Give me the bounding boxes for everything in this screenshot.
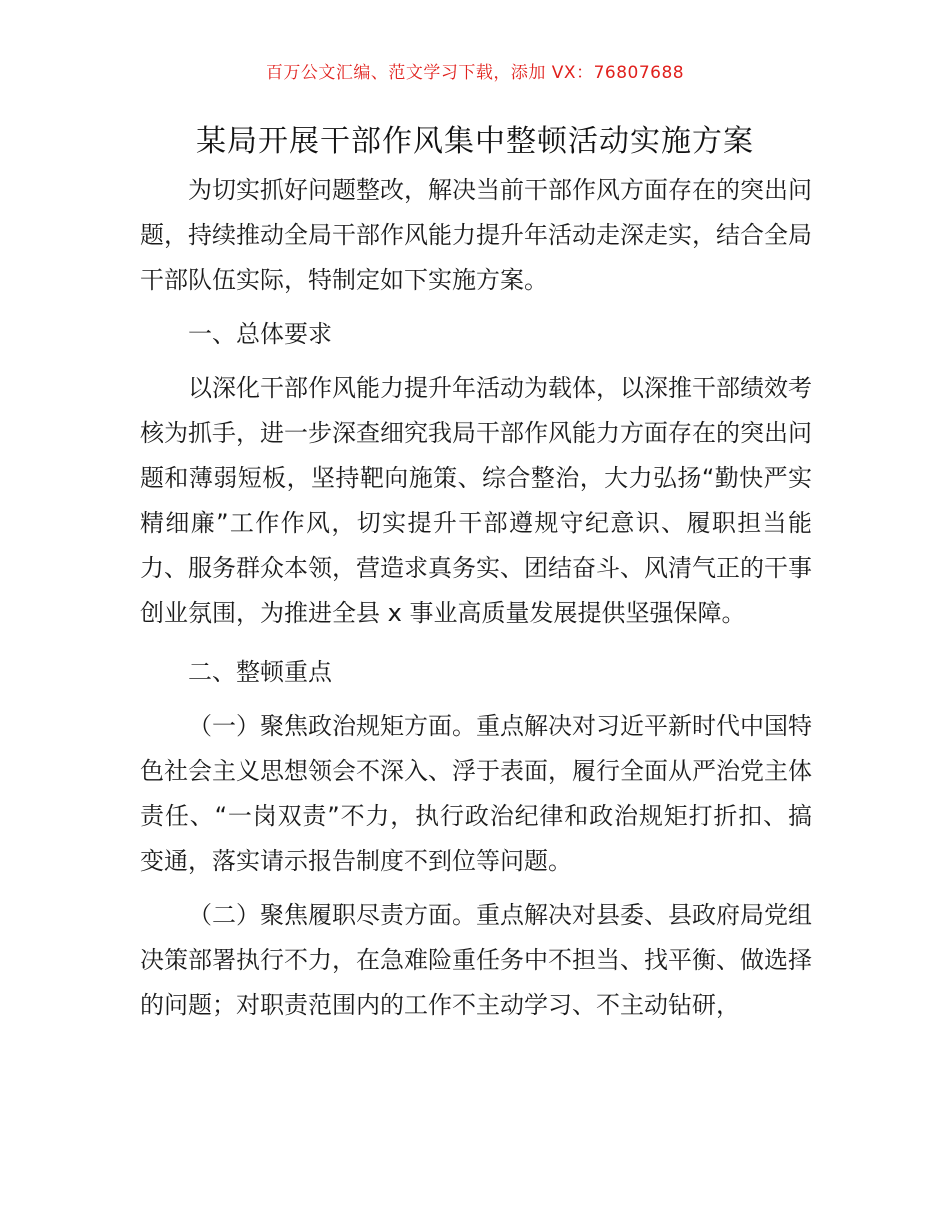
general-requirements-paragraph: 以深化干部作风能力提升年活动为载体，以深推干部绩效考核为抓手，进一步深查细究我局干部作风能力方面存在的突出问题和薄弱短板，坚持靶向施策、综合整治，大力弘扬“勤快严实精细廉”工作作风，切实提升干部遵规守纪意识、履职担当能力、服务群众本领，营造求真务实、团结奋斗、风清气正的干事创业氛围，为推进全县 x 事业高质量发展提供坚强保障。 bbox=[140, 374, 812, 627]
section-heading-general-requirements: 一、总体要求 bbox=[188, 320, 332, 348]
intro-paragraph: 为切实抓好问题整改，解决当前干部作风方面存在的突出问题，持续推动全局干部作风能力提升年活动走深走实，结合全局干部队伍实际，特制定如下实施方案。 bbox=[140, 176, 812, 294]
document-body bbox=[140, 168, 812, 1028]
section-heading-key-points: 二、整顿重点 bbox=[188, 658, 332, 686]
watermark-banner: 百万公文汇编、范文学习下载，添加 VX：76807688 bbox=[265, 63, 685, 83]
key-point-item-1: （一）聚焦政治规矩方面。重点解决对习近平新时代中国特色社会主义思想领会不深入、浮于表面，履行全面从严治党主体责任、“一岗双责”不力，执行政治纪律和政治规矩打折扣、搞变通，落实请示报告制度不到位等问题。 bbox=[140, 712, 812, 875]
key-point-item-2: （二）聚焦履职尽责方面。重点解决对县委、县政府局党组决策部署执行不力，在急难险重任务中不担当、找平衡、做选择的问题；对职责范围内的工作不主动学习、不主动钻研， bbox=[140, 901, 812, 1019]
document-title: 某局开展干部作风集中整顿活动实施方案 bbox=[196, 124, 754, 159]
